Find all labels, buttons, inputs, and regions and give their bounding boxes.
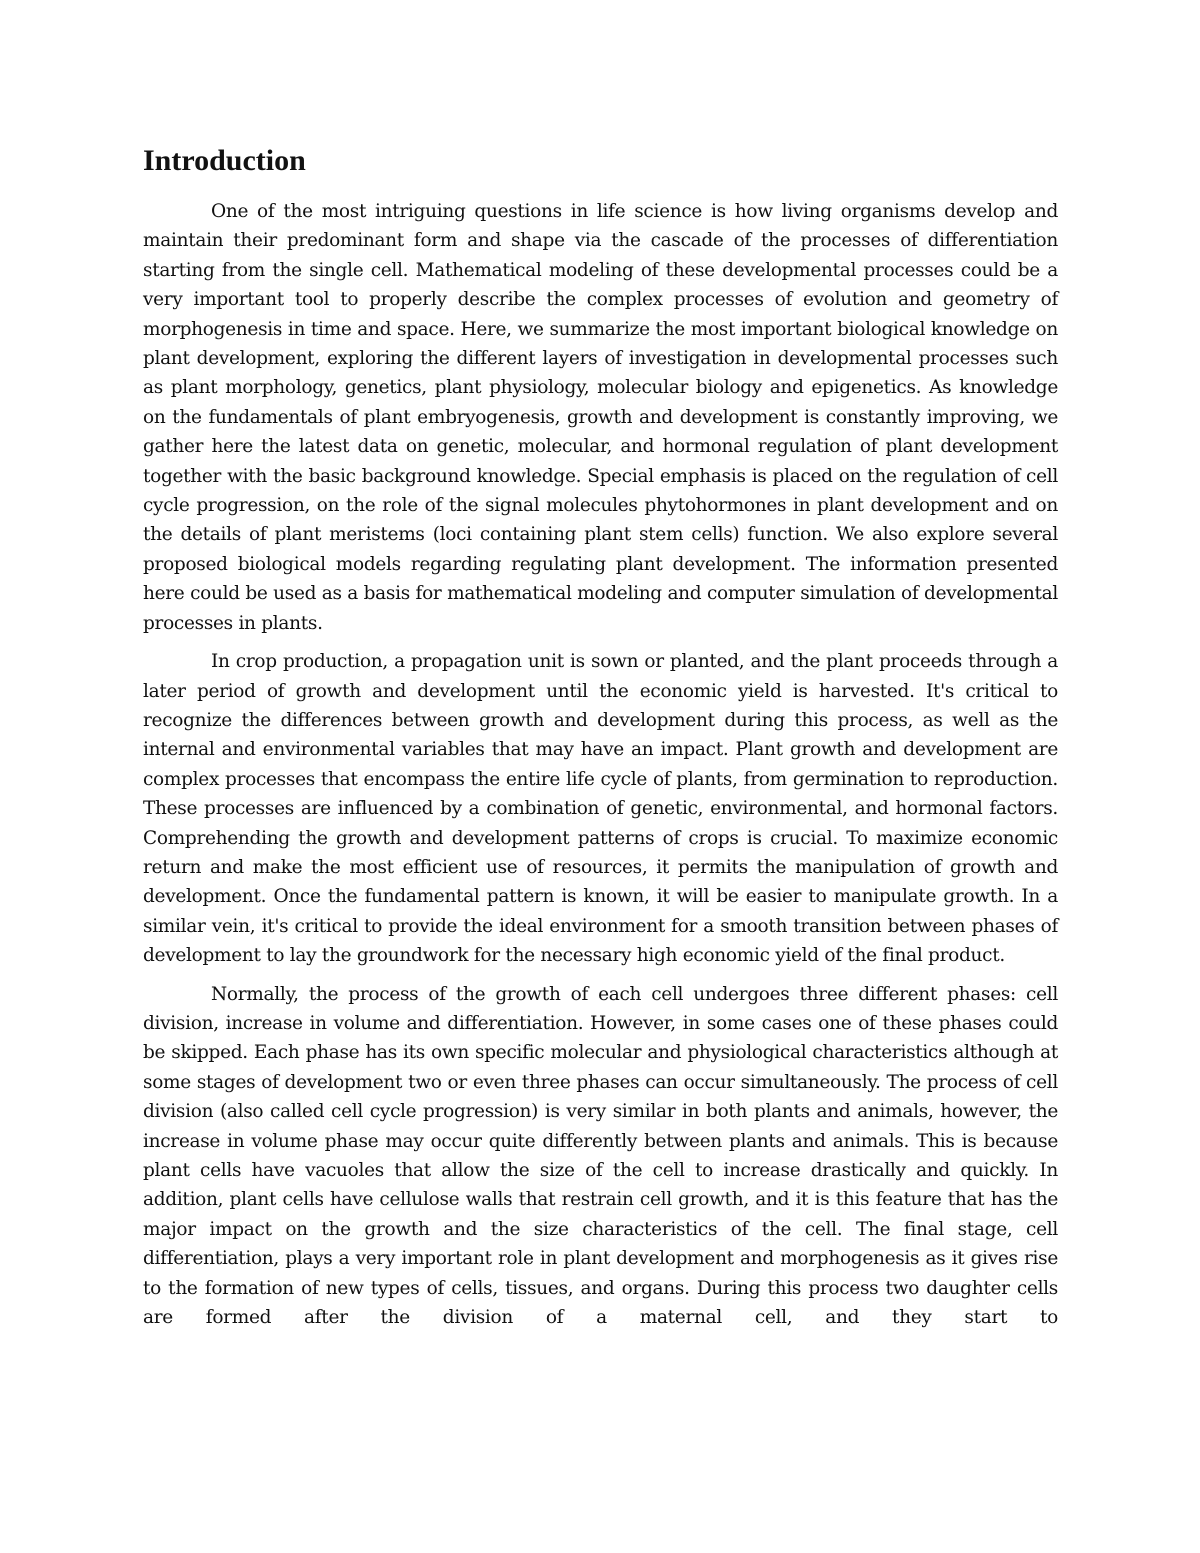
paragraph-2: In crop production, a propagation unit is sown or planted, and the plant proceeds through a later period of growth and development until the economic yield is harvested. It's critical to recognize the differences between growth and development during this process, as well as the internal and environmental variables that may have an impact. Plant growth and development are complex processes that encompass the entire life cycle of plants, from germination to reproduction. These processes are influenced by a combination of genetic, environmental, and hormonal factors. Comprehending the growth and development patterns of crops is crucial. To maximize economic return and make the most efficient use of resources, it permits the manipulation of growth and development. Once the fundamental pattern is known, it will be easier to manipulate growth. In a similar vein, it's critical to provide the ideal environment for a smooth transition between phases of development to lay the groundwork for the necessary high economic yield of the final product. (143, 651, 1058, 967)
section-heading: Introduction (143, 144, 306, 177)
paragraph-1: One of the most intriguing questions in life science is how living organisms develop and maintain their predominant form and shape via the cascade of the processes of differentiation starting from the single cell. Mathematical modeling of these developmental processes could be a very important tool to properly describe the complex processes of evolution and geometry of morphogenesis in time and space. Here, we summarize the most important biological knowledge on plant development, exploring the different layers of investigation in developmental processes such as plant morphology, genetics, plant physiology, molecular biology and epigenetics. As knowledge on the fundamentals of plant embryogenesis, growth and development is constantly improving, we gather here the latest data on genetic, molecular, and hormonal regulation of plant development together with the basic background knowledge. Special emphasis is placed on the regulation of cell cycle progression, on the role of the signal molecules phytohormones in plant development and on the details of plant meristems (loci containing plant stem cells) function. We also explore several proposed biological models regarding regulating plant development. The information presented here could be used as a basis for mathematical modeling and computer simulation of developmental processes in plants. (143, 201, 1058, 634)
document-body (143, 143, 1058, 1332)
paragraph-3: Normally, the process of the growth of each cell undergoes three different phases: cell division, increase in volume and differentiation. However, in some cases one of these phases could be skipped. Each phase has its own specific molecular and physiological characteristics although at some stages of development two or even three phases can occur simultaneously. The process of cell division (also called cell cycle progression) is very similar in both plants and animals, however, the increase in volume phase may occur quite differently between plants and animals. This is because plant cells have vacuoles that allow the size of the cell to increase drastically and quickly. In addition, plant cells have cellulose walls that restrain cell growth, and it is this feature that has the major impact on the growth and the size characteristics of the cell. The final stage, cell differentiation, plays a very important role in plant development and morphogenesis as it gives rise to the formation of new types of cells, tissues, and organs. During this process two daughter cells are formed after the division of a maternal cell, and they start to (143, 983, 1058, 1329)
